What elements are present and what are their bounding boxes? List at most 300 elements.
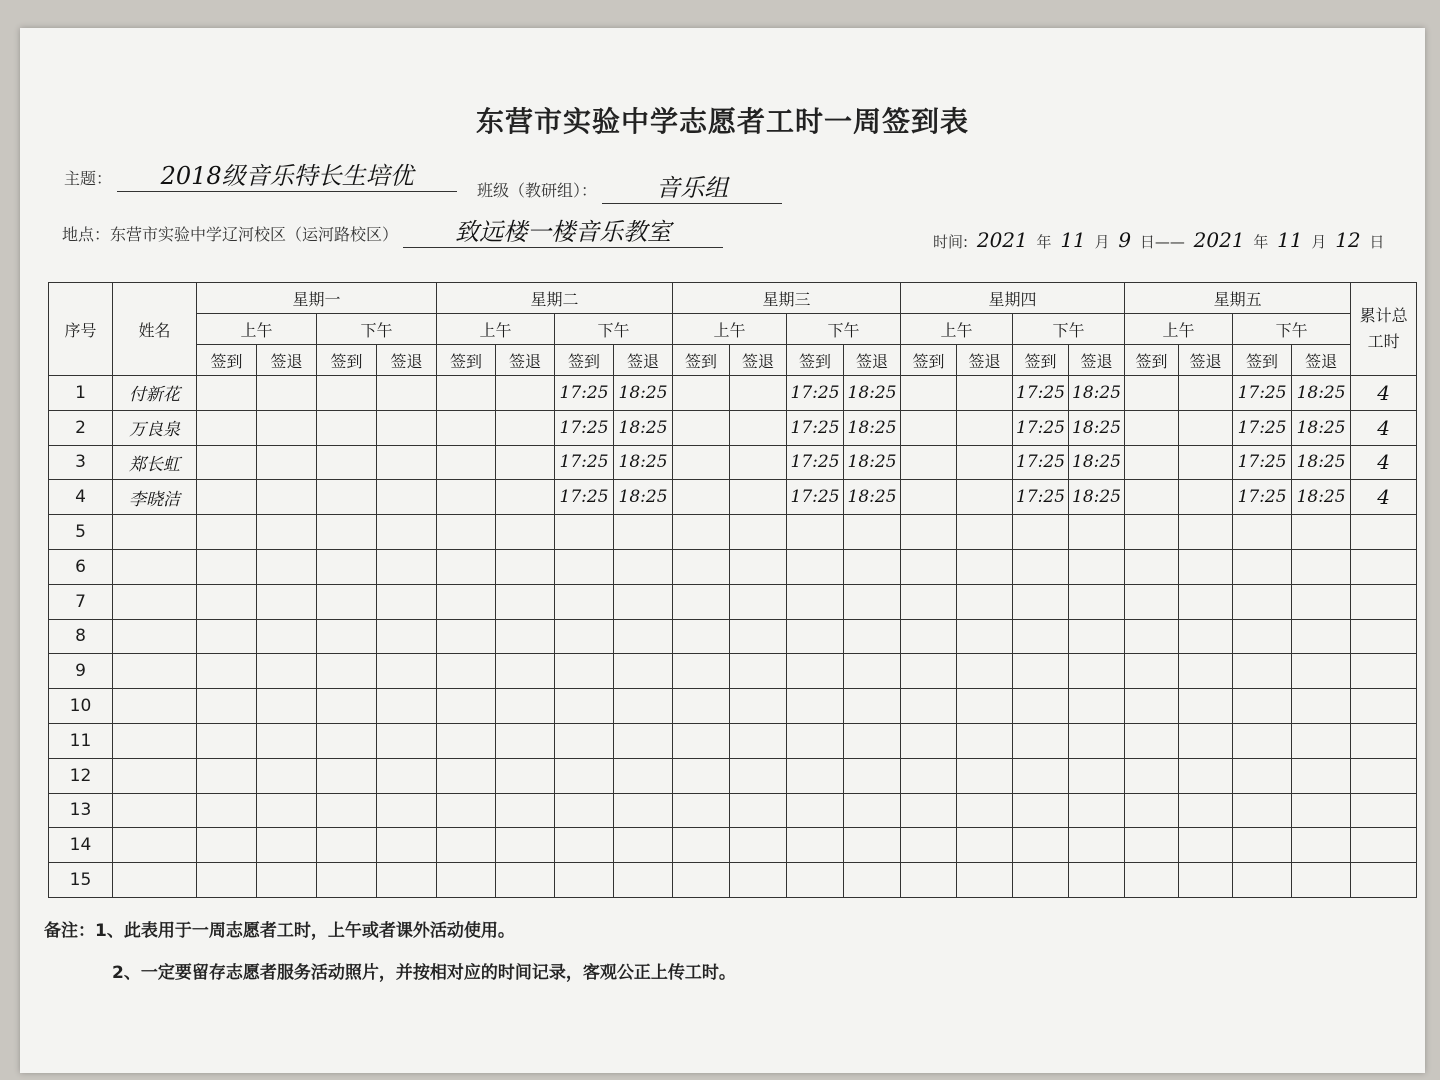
sign-out-cell: [1292, 619, 1351, 654]
sign-out-cell: [1292, 863, 1351, 898]
sign-in-cell: 17:25: [555, 445, 614, 480]
sign-in-cell: [437, 480, 496, 515]
sign-out-cell: [377, 549, 437, 584]
sign-out-cell: [614, 549, 673, 584]
sign-in-cell: [437, 619, 496, 654]
sign-in-cell: [1233, 863, 1292, 898]
sign-out-cell: [1292, 654, 1351, 689]
sign-out-cell: [257, 410, 317, 445]
row-total-hours: [1351, 619, 1417, 654]
sign-in-cell: [317, 584, 377, 619]
sign-in-cell: [437, 410, 496, 445]
sign-out-cell: 18:25: [614, 410, 673, 445]
place-value: 致远楼一楼音乐教室: [403, 212, 723, 248]
sign-in-cell: [317, 445, 377, 480]
period-header-am: 上午: [197, 314, 317, 345]
row-seq: 5: [49, 515, 113, 550]
sign-out-cell: [730, 480, 787, 515]
sign-out-cell: 18:25: [844, 480, 901, 515]
sign-out-cell: 18:25: [614, 480, 673, 515]
sign-out-cell: [257, 793, 317, 828]
row-total-hours: 4: [1351, 376, 1417, 411]
sign-in-cell: [1233, 549, 1292, 584]
period-header-pm: 下午: [787, 314, 901, 345]
row-seq: 7: [49, 584, 113, 619]
sign-in-cell: [317, 619, 377, 654]
start-day: 9: [1118, 228, 1132, 252]
sign-in-cell: [1125, 723, 1179, 758]
row-name: 李晓洁: [113, 480, 197, 515]
sign-out-cell: 18:25: [1069, 376, 1125, 411]
sign-in-cell: [787, 793, 844, 828]
sign-in-cell: [1125, 549, 1179, 584]
sign-out-cell: [1179, 480, 1233, 515]
sign-in-cell: [673, 758, 730, 793]
row-total-hours: [1351, 863, 1417, 898]
sign-in-cell: [317, 515, 377, 550]
sign-out-cell: [1179, 515, 1233, 550]
sign-out-cell: [257, 758, 317, 793]
sign-out-header: 签退: [1292, 345, 1351, 376]
sign-out-cell: [957, 793, 1013, 828]
sign-out-cell: [614, 619, 673, 654]
row-name: 万良泉: [113, 410, 197, 445]
sign-out-cell: [1179, 828, 1233, 863]
sign-out-cell: [377, 654, 437, 689]
sign-out-cell: [377, 793, 437, 828]
sign-in-header: 签到: [787, 345, 844, 376]
sign-out-cell: [496, 723, 555, 758]
sign-out-cell: [377, 828, 437, 863]
sign-in-cell: [197, 410, 257, 445]
sign-in-cell: [901, 828, 957, 863]
sign-out-cell: [496, 584, 555, 619]
sign-out-header: 签退: [1069, 345, 1125, 376]
time-label: 时间:: [933, 233, 969, 251]
sign-out-header: 签退: [496, 345, 555, 376]
sign-out-cell: [1179, 445, 1233, 480]
sign-in-cell: [1125, 584, 1179, 619]
sign-in-cell: [437, 793, 496, 828]
sign-in-cell: 17:25: [1233, 410, 1292, 445]
row-seq: 11: [49, 723, 113, 758]
sign-out-cell: 18:25: [614, 445, 673, 480]
sign-out-cell: [496, 376, 555, 411]
day-header-mon: 星期一: [197, 283, 437, 314]
sign-out-header: 签退: [844, 345, 901, 376]
sign-in-cell: [673, 445, 730, 480]
row-name: [113, 793, 197, 828]
topic-value: 2018级音乐特长生培优: [117, 156, 457, 192]
col-seq-header: 序号: [49, 283, 113, 376]
sign-in-cell: [317, 410, 377, 445]
sign-in-cell: [555, 723, 614, 758]
sign-out-cell: [1069, 793, 1125, 828]
sign-out-cell: [1069, 828, 1125, 863]
sign-in-cell: [555, 619, 614, 654]
sign-out-cell: 18:25: [1292, 410, 1351, 445]
sign-out-cell: [377, 410, 437, 445]
table-row: [49, 376, 1417, 411]
sign-out-cell: [257, 863, 317, 898]
row-name: [113, 723, 197, 758]
sign-out-cell: [730, 410, 787, 445]
day-char: 日: [1139, 233, 1155, 251]
row-name: [113, 515, 197, 550]
start-month: 11: [1060, 228, 1086, 252]
sign-out-cell: [257, 654, 317, 689]
row-total-hours: [1351, 723, 1417, 758]
sign-out-cell: [1179, 584, 1233, 619]
sign-out-cell: [730, 723, 787, 758]
sign-in-cell: 17:25: [1233, 445, 1292, 480]
row-total-hours: [1351, 793, 1417, 828]
sign-in-cell: [901, 758, 957, 793]
sign-in-cell: [1125, 619, 1179, 654]
sign-out-cell: [496, 863, 555, 898]
sign-out-cell: [1179, 758, 1233, 793]
sign-in-cell: 17:25: [1013, 410, 1069, 445]
sign-out-cell: [844, 549, 901, 584]
sign-out-header: 签退: [377, 345, 437, 376]
period-header-am: 上午: [901, 314, 1013, 345]
day-header-fri: 星期五: [1125, 283, 1351, 314]
sign-out-cell: [730, 515, 787, 550]
sign-out-cell: [496, 549, 555, 584]
end-year: 2021: [1193, 228, 1245, 252]
sign-out-cell: [1292, 549, 1351, 584]
sign-out-cell: [844, 619, 901, 654]
sign-out-cell: [377, 445, 437, 480]
sign-in-cell: [1013, 723, 1069, 758]
sign-out-cell: [377, 376, 437, 411]
row-total-hours: [1351, 515, 1417, 550]
sign-in-cell: [901, 863, 957, 898]
sign-in-cell: [317, 793, 377, 828]
sign-in-cell: [1233, 689, 1292, 724]
signin-sheet: [20, 28, 1425, 1073]
sign-out-cell: [730, 445, 787, 480]
sign-in-cell: [1013, 549, 1069, 584]
sign-out-cell: 18:25: [844, 445, 901, 480]
sign-out-cell: [377, 515, 437, 550]
table-row: [49, 828, 1417, 863]
end-day: 12: [1335, 228, 1361, 252]
table-row: [49, 515, 1417, 550]
sign-in-header: 签到: [673, 345, 730, 376]
row-seq: 2: [49, 410, 113, 445]
period-header-am: 上午: [1125, 314, 1233, 345]
sign-out-cell: [257, 515, 317, 550]
sign-out-cell: [257, 445, 317, 480]
sign-out-cell: [730, 689, 787, 724]
sign-out-cell: [496, 515, 555, 550]
row-name: [113, 863, 197, 898]
sign-out-header: 签退: [257, 345, 317, 376]
sign-out-cell: [844, 758, 901, 793]
sign-out-cell: [957, 480, 1013, 515]
sign-in-cell: [901, 410, 957, 445]
sign-out-cell: [496, 654, 555, 689]
sign-in-cell: 17:25: [555, 376, 614, 411]
year-char: 年: [1036, 233, 1052, 251]
sign-in-cell: [555, 584, 614, 619]
sign-out-cell: [1069, 619, 1125, 654]
sign-out-cell: [496, 619, 555, 654]
sign-in-header: 签到: [901, 345, 957, 376]
sign-in-cell: [197, 793, 257, 828]
row-seq: 12: [49, 758, 113, 793]
sign-out-cell: [614, 654, 673, 689]
row-total-hours: [1351, 549, 1417, 584]
sign-out-cell: [730, 863, 787, 898]
sign-in-cell: 17:25: [1013, 480, 1069, 515]
sign-out-cell: [614, 515, 673, 550]
sign-out-cell: [957, 828, 1013, 863]
class-label: 班级（教研组）：: [477, 181, 598, 200]
sign-in-cell: 17:25: [1013, 445, 1069, 480]
sign-out-cell: [957, 515, 1013, 550]
sign-in-cell: [1013, 793, 1069, 828]
start-year: 2021: [976, 228, 1028, 252]
sign-out-cell: [1179, 376, 1233, 411]
sign-in-cell: [437, 828, 496, 863]
sign-in-cell: [197, 723, 257, 758]
row-name: [113, 758, 197, 793]
sign-out-header: 签退: [957, 345, 1013, 376]
sign-in-cell: [197, 480, 257, 515]
sign-in-cell: [901, 689, 957, 724]
sign-out-cell: [257, 480, 317, 515]
sign-in-cell: 17:25: [787, 376, 844, 411]
sign-out-cell: [496, 689, 555, 724]
sign-out-cell: [844, 863, 901, 898]
sign-out-cell: [257, 376, 317, 411]
sign-in-cell: [437, 723, 496, 758]
sign-in-cell: [673, 480, 730, 515]
sign-in-cell: [1125, 480, 1179, 515]
sign-out-cell: [377, 758, 437, 793]
sign-out-cell: [377, 480, 437, 515]
row-total-hours: 4: [1351, 480, 1417, 515]
row-total-hours: 4: [1351, 445, 1417, 480]
sign-in-cell: [901, 793, 957, 828]
sign-out-cell: [1292, 723, 1351, 758]
sign-out-cell: 18:25: [614, 376, 673, 411]
table-row: [49, 480, 1417, 515]
sign-in-cell: [1125, 376, 1179, 411]
table-row: [49, 445, 1417, 480]
sign-in-header: 签到: [317, 345, 377, 376]
sign-out-cell: [957, 584, 1013, 619]
sign-in-cell: [437, 584, 496, 619]
row-name: [113, 689, 197, 724]
sign-in-cell: [1013, 619, 1069, 654]
sign-in-cell: [1233, 515, 1292, 550]
sign-in-cell: [1125, 654, 1179, 689]
sign-out-cell: [1292, 758, 1351, 793]
sign-in-cell: [1233, 758, 1292, 793]
row-seq: 13: [49, 793, 113, 828]
sign-out-cell: [377, 619, 437, 654]
sign-in-cell: [317, 376, 377, 411]
sign-in-cell: [437, 863, 496, 898]
table-row: [49, 619, 1417, 654]
row-total-hours: [1351, 584, 1417, 619]
sign-in-cell: [673, 376, 730, 411]
sign-out-cell: [1069, 723, 1125, 758]
sign-out-cell: [377, 863, 437, 898]
row-name: [113, 619, 197, 654]
sign-in-cell: [673, 619, 730, 654]
row-total-hours: [1351, 689, 1417, 724]
sign-out-cell: [957, 689, 1013, 724]
sign-out-cell: [257, 828, 317, 863]
row-total-hours: [1351, 828, 1417, 863]
row-name: [113, 549, 197, 584]
sign-in-cell: [197, 863, 257, 898]
col-name-header: 姓名: [113, 283, 197, 376]
sign-in-cell: [901, 723, 957, 758]
sign-in-cell: [787, 584, 844, 619]
sign-in-cell: [197, 445, 257, 480]
sign-out-cell: [730, 376, 787, 411]
row-seq: 8: [49, 619, 113, 654]
sign-out-cell: [614, 793, 673, 828]
sign-in-cell: [197, 689, 257, 724]
sign-out-cell: [957, 863, 1013, 898]
attendance-table: [48, 282, 1417, 898]
sign-in-cell: 17:25: [1233, 480, 1292, 515]
sign-in-cell: [1125, 445, 1179, 480]
sign-out-cell: [957, 410, 1013, 445]
sign-in-header: 签到: [1013, 345, 1069, 376]
sign-in-cell: [901, 480, 957, 515]
sign-out-cell: 18:25: [1069, 480, 1125, 515]
sign-out-cell: [1179, 863, 1233, 898]
sign-in-cell: 17:25: [555, 480, 614, 515]
sign-out-cell: [496, 480, 555, 515]
sign-out-cell: [1069, 758, 1125, 793]
sign-in-cell: [901, 584, 957, 619]
sign-in-cell: [197, 549, 257, 584]
row-seq: 3: [49, 445, 113, 480]
sign-in-cell: [787, 863, 844, 898]
period-header-am: 上午: [437, 314, 555, 345]
row-seq: 14: [49, 828, 113, 863]
sign-out-cell: [844, 689, 901, 724]
sheet-title: 东营市实验中学志愿者工时一周签到表: [475, 105, 969, 138]
sign-in-cell: [787, 723, 844, 758]
class-field: [477, 168, 782, 204]
sign-in-cell: [1233, 723, 1292, 758]
day-header-tue: 星期二: [437, 283, 673, 314]
sign-in-cell: [437, 758, 496, 793]
row-seq: 1: [49, 376, 113, 411]
sign-out-cell: [257, 619, 317, 654]
sign-out-cell: [1179, 410, 1233, 445]
row-name: [113, 828, 197, 863]
date-range: [933, 228, 1384, 252]
sign-in-cell: 17:25: [787, 410, 844, 445]
row-name: [113, 584, 197, 619]
sign-in-cell: [673, 863, 730, 898]
sign-in-cell: [787, 828, 844, 863]
sign-out-cell: [844, 584, 901, 619]
sign-in-cell: [317, 828, 377, 863]
sign-in-cell: [1013, 863, 1069, 898]
sign-in-cell: [555, 515, 614, 550]
sign-in-cell: [1233, 654, 1292, 689]
sign-out-cell: [614, 863, 673, 898]
row-name: 郑长虹: [113, 445, 197, 480]
sign-in-cell: [1233, 584, 1292, 619]
period-header-pm: 下午: [555, 314, 673, 345]
place-label: 地点：东营市实验中学辽河校区（运河路校区）: [62, 225, 399, 244]
sign-in-cell: 17:25: [555, 410, 614, 445]
sign-out-cell: [1069, 654, 1125, 689]
sign-out-cell: 18:25: [1292, 445, 1351, 480]
sign-out-cell: [957, 619, 1013, 654]
col-total-header: 累计总工时: [1351, 283, 1417, 376]
sign-out-cell: [957, 654, 1013, 689]
sign-out-cell: [1069, 549, 1125, 584]
sign-in-cell: [555, 654, 614, 689]
sign-in-cell: [1013, 654, 1069, 689]
sign-out-cell: [1179, 619, 1233, 654]
sign-in-cell: [317, 863, 377, 898]
sign-out-cell: [844, 723, 901, 758]
sign-in-cell: [197, 515, 257, 550]
sign-in-cell: [673, 689, 730, 724]
sign-out-cell: [844, 793, 901, 828]
sign-in-cell: [437, 549, 496, 584]
sign-in-cell: [673, 793, 730, 828]
sign-out-cell: [496, 410, 555, 445]
place-field: [62, 212, 723, 248]
sign-in-cell: [317, 689, 377, 724]
sign-in-cell: 17:25: [787, 480, 844, 515]
sign-out-cell: [957, 376, 1013, 411]
sign-out-cell: [1292, 584, 1351, 619]
sign-out-cell: 18:25: [1069, 445, 1125, 480]
sign-out-cell: [1292, 515, 1351, 550]
sign-out-cell: [844, 515, 901, 550]
table-row: [49, 549, 1417, 584]
day-char: 日: [1369, 233, 1385, 251]
year-char: 年: [1253, 233, 1269, 251]
sign-in-cell: [197, 376, 257, 411]
sign-out-cell: [957, 549, 1013, 584]
sign-in-cell: [1013, 758, 1069, 793]
sign-in-header: 签到: [555, 345, 614, 376]
sign-in-cell: [901, 619, 957, 654]
sign-in-cell: 17:25: [1233, 376, 1292, 411]
topic-label: 主题：: [64, 169, 113, 188]
sign-out-cell: [614, 723, 673, 758]
sign-out-cell: [614, 828, 673, 863]
sign-in-cell: [1013, 584, 1069, 619]
month-char: 月: [1094, 233, 1110, 251]
sign-out-cell: [844, 654, 901, 689]
sign-in-cell: [1125, 793, 1179, 828]
sign-out-cell: [957, 445, 1013, 480]
sign-out-cell: [496, 758, 555, 793]
sign-in-cell: [197, 758, 257, 793]
class-value: 音乐组: [602, 168, 782, 204]
sign-out-cell: [496, 828, 555, 863]
sign-in-cell: [901, 654, 957, 689]
